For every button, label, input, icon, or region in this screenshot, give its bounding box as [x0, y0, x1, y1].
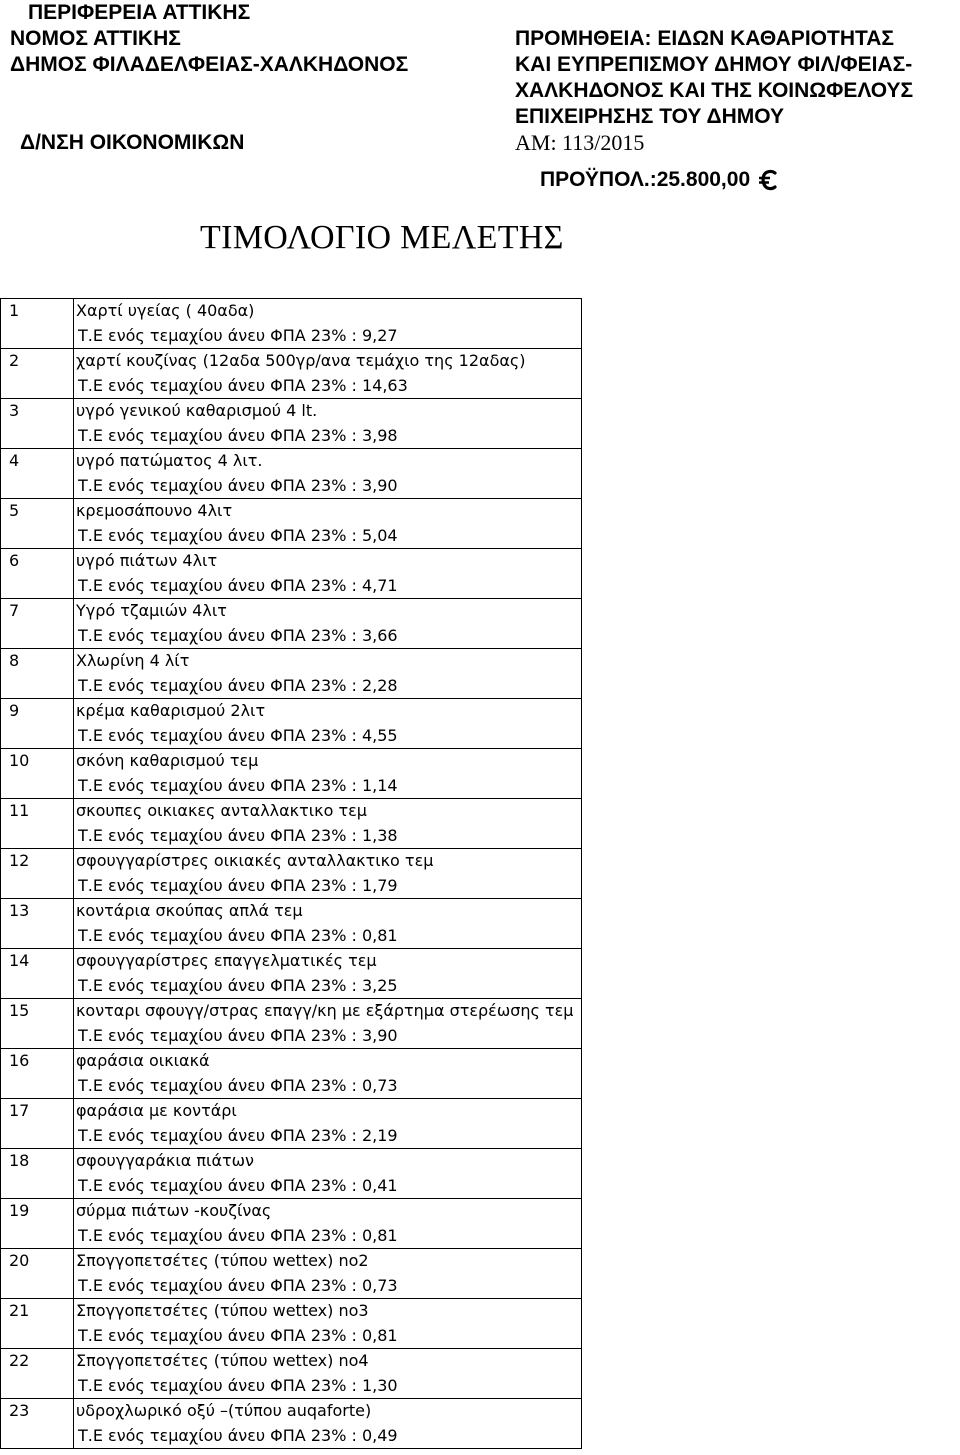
item-description-cell	[74, 1199, 582, 1249]
item-name: υγρό πατώματος 4 λιτ.	[76, 451, 263, 470]
item-price-line	[76, 1424, 581, 1449]
item-description-cell	[74, 549, 582, 599]
item-price: 1,38	[361, 825, 398, 845]
item-number	[1, 799, 74, 849]
table-row	[1, 1249, 582, 1299]
item-number	[1, 1049, 74, 1099]
item-price: 0,81	[361, 1225, 398, 1245]
subject-line-2: ΚΑΙ ΕΥΠΡΕΠΙΣΜΟΥ ΔΗΜΟΥ ΦΙΛ/ΦΕΙΑΣ-	[515, 53, 913, 76]
item-price: 3,90	[361, 1025, 398, 1045]
item-description-cell	[74, 899, 582, 949]
item-description-cell	[74, 649, 582, 699]
item-description-cell	[74, 849, 582, 899]
item-number	[1, 499, 74, 549]
item-price: 3,90	[361, 475, 398, 495]
item-number-text: 4	[9, 451, 20, 470]
item-name: υγρό γενικού καθαρισμού 4 lt.	[76, 401, 318, 420]
table-row	[1, 1299, 582, 1349]
item-number-text: 20	[9, 1251, 30, 1270]
item-price-line	[76, 1324, 581, 1349]
item-number	[1, 849, 74, 899]
item-description-cell	[74, 349, 582, 399]
item-number-text: 12	[9, 851, 30, 870]
item-name: Χαρτί υγείας ( 40αδα)	[76, 301, 255, 320]
item-number-text: 13	[9, 901, 30, 920]
item-number	[1, 399, 74, 449]
table-row	[1, 1049, 582, 1099]
item-description-cell	[74, 449, 582, 499]
am-number: ΑΜ: 113/2015	[515, 130, 645, 155]
item-price: 2,28	[361, 675, 398, 695]
table-row	[1, 1199, 582, 1249]
price-prefix: Τ.Ε ενός τεμαχίου άνευ ΦΠΑ 23% :	[78, 425, 362, 445]
item-number	[1, 749, 74, 799]
item-price-line	[76, 1074, 581, 1099]
item-price: 1,79	[361, 875, 398, 895]
item-number	[1, 1199, 74, 1249]
item-price: 14,63	[361, 375, 408, 395]
table-row	[1, 649, 582, 699]
item-price: 9,27	[361, 325, 398, 345]
prefecture-label: ΝΟΜΟΣ ΑΤΤΙΚΗΣ	[10, 27, 181, 50]
item-number	[1, 549, 74, 599]
item-number-text: 7	[9, 601, 20, 620]
price-prefix: Τ.Ε ενός τεμαχίου άνευ ΦΠΑ 23% :	[78, 325, 362, 345]
item-price-line	[76, 474, 581, 499]
item-number	[1, 599, 74, 649]
item-price-line	[76, 974, 581, 999]
price-prefix: Τ.Ε ενός τεμαχίου άνευ ΦΠΑ 23% :	[78, 725, 362, 745]
item-number	[1, 449, 74, 499]
item-number-text: 6	[9, 551, 20, 570]
item-number-text: 1	[9, 301, 20, 320]
item-name: σύρμα πιάτων -κουζίνας	[76, 1201, 272, 1220]
item-description-cell	[74, 299, 582, 349]
item-price-line	[76, 724, 581, 749]
item-name: σκόνη καθαρισμού τεμ	[76, 751, 259, 770]
item-name: κρεμοσάπουνο 4λιτ	[76, 501, 233, 520]
price-prefix: Τ.Ε ενός τεμαχίου άνευ ΦΠΑ 23% :	[78, 1075, 362, 1095]
euro-icon	[758, 169, 778, 191]
item-price: 4,71	[361, 575, 398, 595]
table-row	[1, 399, 582, 449]
price-prefix: Τ.Ε ενός τεμαχίου άνευ ΦΠΑ 23% :	[78, 1225, 362, 1245]
price-prefix: Τ.Ε ενός τεμαχίου άνευ ΦΠΑ 23% :	[78, 1375, 362, 1395]
price-table	[0, 298, 582, 1449]
price-prefix: Τ.Ε ενός τεμαχίου άνευ ΦΠΑ 23% :	[78, 625, 362, 645]
item-description-cell	[74, 1299, 582, 1349]
municipality-label: ΔΗΜΟΣ ΦΙΛΑΔΕΛΦΕΙΑΣ-ΧΑΛΚΗΔΟΝΟΣ	[10, 53, 409, 76]
item-price-line	[76, 1274, 581, 1299]
item-number-text: 23	[9, 1401, 30, 1420]
table-row	[1, 299, 582, 349]
item-price-line	[76, 1174, 581, 1199]
item-price-line	[76, 824, 581, 849]
table-row	[1, 1399, 582, 1449]
item-description-cell	[74, 749, 582, 799]
table-row	[1, 1149, 582, 1199]
price-prefix: Τ.Ε ενός τεμαχίου άνευ ΦΠΑ 23% :	[78, 375, 362, 395]
item-price: 1,14	[361, 775, 398, 795]
item-price-line	[76, 574, 581, 599]
item-name: σκουπες οικιακες ανταλλακτικο τεμ	[76, 801, 367, 820]
price-prefix: Τ.Ε ενός τεμαχίου άνευ ΦΠΑ 23% :	[78, 575, 362, 595]
item-price: 0,73	[361, 1275, 398, 1295]
item-price: 1,30	[361, 1375, 398, 1395]
item-name: χαρτί κουζίνας (12αδα 500γρ/ανα τεμάχιο της 12αδας)	[76, 351, 526, 370]
item-price-line	[76, 374, 581, 399]
item-number	[1, 949, 74, 999]
item-price-line	[76, 1374, 581, 1399]
item-number	[1, 349, 74, 399]
item-price: 0,81	[361, 1325, 398, 1345]
item-number	[1, 1299, 74, 1349]
item-price: 3,66	[361, 625, 398, 645]
table-row	[1, 999, 582, 1049]
item-name: υδροχλωρικό οξύ –(τύπου auqaforte)	[76, 1401, 372, 1420]
table-row	[1, 949, 582, 999]
item-description-cell	[74, 599, 582, 649]
item-number-text: 10	[9, 751, 30, 770]
item-number-text: 8	[9, 651, 20, 670]
item-price-line	[76, 874, 581, 899]
item-number	[1, 1249, 74, 1299]
item-price: 0,73	[361, 1075, 398, 1095]
price-prefix: Τ.Ε ενός τεμαχίου άνευ ΦΠΑ 23% :	[78, 675, 362, 695]
item-name: σφουγγαρίστρες οικιακές ανταλλακτικο τεμ	[76, 851, 434, 870]
item-number-text: 11	[9, 801, 30, 820]
item-number	[1, 1149, 74, 1199]
table-row	[1, 749, 582, 799]
item-name: Σπογγοπετσέτες (τύπου wettex) no2	[76, 1251, 369, 1270]
price-prefix: Τ.Ε ενός τεμαχίου άνευ ΦΠΑ 23% :	[78, 1125, 362, 1145]
item-number-text: 21	[9, 1301, 30, 1320]
item-name: σφουγγαράκια πιάτων	[76, 1151, 254, 1170]
item-description-cell	[74, 699, 582, 749]
item-price-line	[76, 1224, 581, 1249]
item-name: φαράσια οικιακά	[76, 1051, 210, 1070]
budget-amount: ΠΡΟΫΠΟΛ.:25.800,00	[540, 168, 751, 191]
item-name: Σπογγοπετσέτες (τύπου wettex) no3	[76, 1301, 369, 1320]
item-number	[1, 999, 74, 1049]
region-label: ΠΕΡΙΦΕΡΕΙΑ ΑΤΤΙΚΗΣ	[28, 1, 251, 24]
item-price: 0,81	[361, 925, 398, 945]
item-number	[1, 699, 74, 749]
table-row	[1, 1099, 582, 1149]
price-prefix: Τ.Ε ενός τεμαχίου άνευ ΦΠΑ 23% :	[78, 1325, 362, 1345]
item-number	[1, 299, 74, 349]
item-number	[1, 649, 74, 699]
item-price: 0,49	[361, 1425, 398, 1445]
table-row	[1, 849, 582, 899]
price-prefix: Τ.Ε ενός τεμαχίου άνευ ΦΠΑ 23% :	[78, 975, 362, 995]
price-prefix: Τ.Ε ενός τεμαχίου άνευ ΦΠΑ 23% :	[78, 525, 362, 545]
table-row	[1, 799, 582, 849]
item-description-cell	[74, 1399, 582, 1449]
item-price: 5,04	[361, 525, 398, 545]
item-description-cell	[74, 1099, 582, 1149]
price-prefix: Τ.Ε ενός τεμαχίου άνευ ΦΠΑ 23% :	[78, 775, 362, 795]
item-description-cell	[74, 1349, 582, 1399]
item-number-text: 14	[9, 951, 30, 970]
item-price-line	[76, 1124, 581, 1149]
item-name: σφουγγαρίστρες επαγγελματικές τεμ	[76, 951, 377, 970]
item-price: 2,19	[361, 1125, 398, 1145]
price-prefix: Τ.Ε ενός τεμαχίου άνευ ΦΠΑ 23% :	[78, 475, 362, 495]
item-number-text: 2	[9, 351, 20, 370]
table-row	[1, 599, 582, 649]
item-price: 0,41	[361, 1175, 398, 1195]
budget-line	[540, 167, 778, 193]
price-prefix: Τ.Ε ενός τεμαχίου άνευ ΦΠΑ 23% :	[78, 825, 362, 845]
price-prefix: Τ.Ε ενός τεμαχίου άνευ ΦΠΑ 23% :	[78, 1425, 362, 1445]
item-price-line	[76, 674, 581, 699]
item-name: κονταρι σφουγγ/στρας επαγγ/κη με εξάρτημα στερέωσης τεμ	[76, 1001, 574, 1020]
price-prefix: Τ.Ε ενός τεμαχίου άνευ ΦΠΑ 23% :	[78, 1175, 362, 1195]
item-description-cell	[74, 1149, 582, 1199]
page-title: ΤΙΜΟΛΟΓΙΟ ΜΕΛΕΤΗΣ	[200, 219, 564, 256]
item-description-cell	[74, 999, 582, 1049]
item-price-line	[76, 774, 581, 799]
item-price: 4,55	[361, 725, 398, 745]
item-name: Υγρό τζαμιών 4λιτ	[76, 601, 227, 620]
table-row	[1, 349, 582, 399]
item-description-cell	[74, 949, 582, 999]
item-name: υγρό πιάτων 4λιτ	[76, 551, 218, 570]
item-number	[1, 1099, 74, 1149]
item-price: 3,25	[361, 975, 398, 995]
subject-line-4: ΕΠΙΧΕΙΡΗΣΗΣ ΤΟΥ ΔΗΜΟΥ	[515, 105, 785, 128]
item-number	[1, 1399, 74, 1449]
item-name: Χλωρίνη 4 λίτ	[76, 651, 190, 670]
item-name: Σπογγοπετσέτες (τύπου wettex) no4	[76, 1351, 369, 1370]
subject-line-1: ΠΡΟΜΗΘΕΙΑ: ΕΙΔΩΝ ΚΑΘΑΡΙΟΤΗΤΑΣ	[515, 27, 895, 50]
item-price: 3,98	[361, 425, 398, 445]
table-row	[1, 499, 582, 549]
item-number-text: 5	[9, 501, 20, 520]
item-price-line	[76, 1024, 581, 1049]
table-row	[1, 1349, 582, 1399]
item-number-text: 18	[9, 1151, 30, 1170]
item-name: κοντάρια σκούπας απλά τεμ	[76, 901, 303, 920]
price-prefix: Τ.Ε ενός τεμαχίου άνευ ΦΠΑ 23% :	[78, 1025, 362, 1045]
item-description-cell	[74, 399, 582, 449]
item-description-cell	[74, 499, 582, 549]
item-price-line	[76, 424, 581, 449]
item-price-line	[76, 524, 581, 549]
table-row	[1, 449, 582, 499]
item-number-text: 15	[9, 1001, 30, 1020]
table-row	[1, 899, 582, 949]
price-prefix: Τ.Ε ενός τεμαχίου άνευ ΦΠΑ 23% :	[78, 875, 362, 895]
item-number-text: 16	[9, 1051, 30, 1070]
item-number-text: 9	[9, 701, 20, 720]
price-prefix: Τ.Ε ενός τεμαχίου άνευ ΦΠΑ 23% :	[78, 1275, 362, 1295]
item-price-line	[76, 324, 581, 349]
item-description-cell	[74, 1249, 582, 1299]
item-description-cell	[74, 1049, 582, 1099]
item-number-text: 17	[9, 1101, 30, 1120]
table-row	[1, 699, 582, 749]
price-prefix: Τ.Ε ενός τεμαχίου άνευ ΦΠΑ 23% :	[78, 925, 362, 945]
item-price-line	[76, 924, 581, 949]
department-label: Δ/ΝΣΗ ΟΙΚΟΝΟΜΙΚΩΝ	[20, 131, 245, 154]
item-number	[1, 1349, 74, 1399]
item-number-text: 19	[9, 1201, 30, 1220]
item-number-text: 22	[9, 1351, 30, 1370]
subject-line-3: ΧΑΛΚΗΔΟΝΟΣ ΚΑΙ ΤΗΣ ΚΟΙΝΩΦΕΛΟΥΣ	[515, 79, 914, 102]
item-name: κρέμα καθαρισμού 2λιτ	[76, 701, 266, 720]
table-row	[1, 549, 582, 599]
item-number-text: 3	[9, 401, 20, 420]
item-name: φαράσια με κοντάρι	[76, 1101, 237, 1120]
item-price-line	[76, 624, 581, 649]
item-description-cell	[74, 799, 582, 849]
item-number	[1, 899, 74, 949]
